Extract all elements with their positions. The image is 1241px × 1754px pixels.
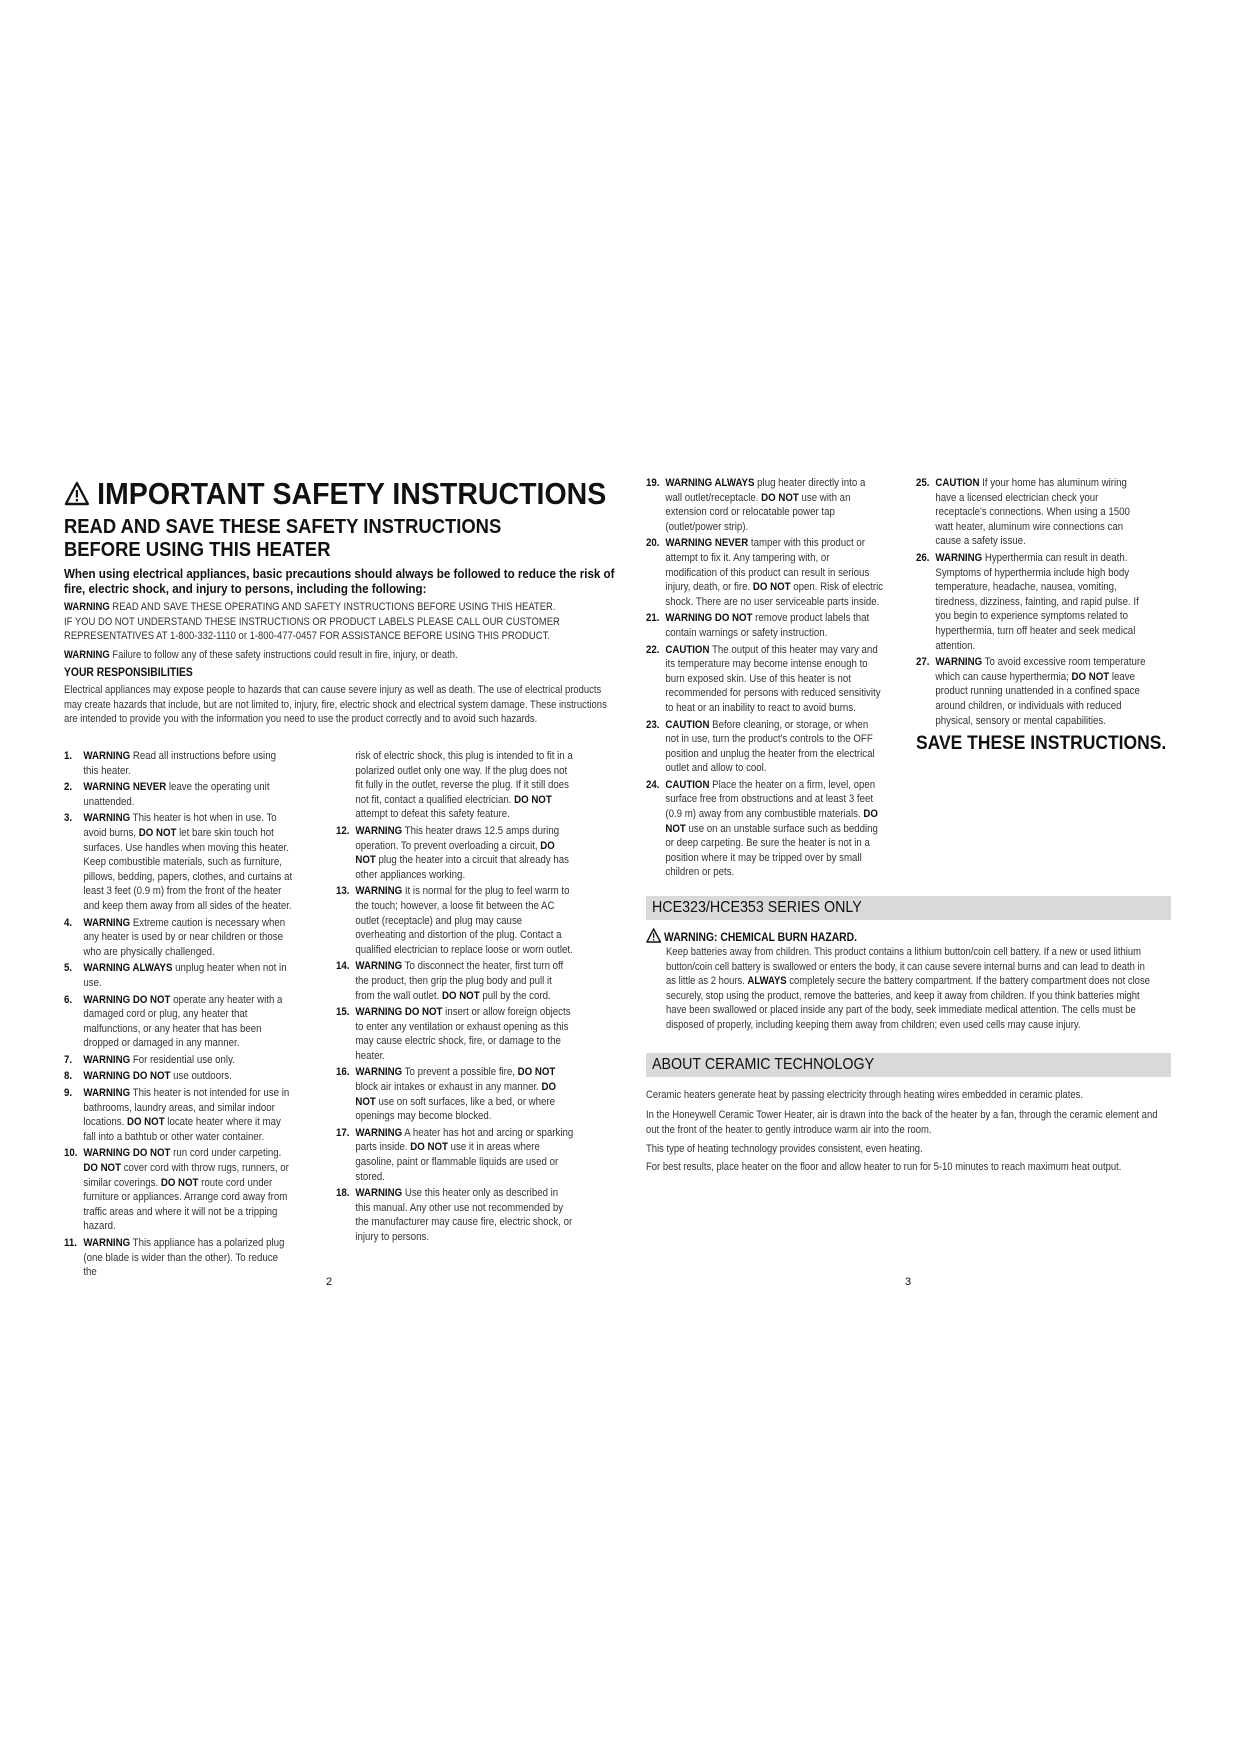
instructions-column-1 [64, 749, 293, 1282]
list-item: 1. WARNING Read all instructions before using this heater. [64, 750, 276, 777]
warning-label: WARNING [64, 649, 110, 661]
ceramic-section-bar [646, 1053, 1171, 1077]
list-item: risk of electric shock, this plug is intended to fit in a polarized outlet only one way. If the plug does not fit fully in the outlet, reverse the plug. If it still does not fit, contact a qualified electrician. DO NOT attempt to defeat this safety feature. [355, 750, 573, 821]
instructions-column-3 [646, 476, 884, 882]
warning-triangle-icon [64, 478, 90, 514]
page-title [64, 476, 606, 514]
list-item: 21. WARNING DO NOT remove product labels that contain warnings or safety instruction. [646, 612, 870, 639]
series-heading: HCE323/HCE353 SERIES ONLY [652, 899, 862, 916]
subtitle: READ AND SAVE THESE SAFETY INSTRUCTIONS BEFORE USING THIS HEATER [64, 516, 502, 561]
list-item: 9. WARNING This heater is not intended for use in bathrooms, laundry areas, and similar indoor locations. DO NOT locate heater where it may fall into a bathtub or other water container. [64, 1087, 290, 1143]
ceramic-paragraph: In the Honeywell Ceramic Tower Heater, air is drawn into the back of the heater by a fan, through the ceramic element and out the front of the heater to gently introduce warm air into the room. [646, 1109, 1158, 1136]
list-item: 17. WARNING A heater has hot and arcing or sparking parts inside. DO NOT use it in areas where gasoline, paint or flammable liquids are used or stored. [336, 1126, 574, 1183]
ceramic-paragraph: Ceramic heaters generate heat by passing electricity through heating wires embedded in ceramic plates. [646, 1089, 1083, 1101]
list-item: 4. WARNING Extreme caution is necessary when any heater is used by or near children or those who are physically challenged. [64, 916, 286, 958]
responsibilities-text: Electrical appliances may expose people to hazards that can cause severe injury as well as death. The use of electrical products may create hazards that include, but are not limited to, injury, fire, electric shock and electrical system damage. These instructions are intended to provide you with the information you need to use the product correctly and to avoid such hazards. [64, 684, 607, 726]
ceramic-paragraph: For best results, place heater on the floor and allow heater to run for 5-10 minutes to reach maximum heat output. [646, 1161, 1122, 1173]
instructions-column-4 [916, 476, 1149, 730]
warning-line: REPRESENTATIVES AT 1-800-332-1110 or 1-800-477-0457 FOR ASSISTANCE BEFORE USING THIS PRODUCT. [64, 630, 550, 643]
list-item: 27. WARNING To avoid excessive room temperature which can cause hyperthermia; DO NOT leave product running unattended in a confined space around children, or individuals with reduced physical, sensory or mental capabilities. [916, 656, 1146, 727]
list-item: 3. WARNING This heater is hot when in use. To avoid burns, DO NOT let bare skin touch hot surfaces. Use handles when moving this heater. Keep combustible materials, such as furniture, pillows, bedding, papers, clothes, and curtains at least 3 feet (0.9 m) from the front of the heater and keep them away from all sides of the heater. [64, 812, 293, 912]
list-item: 5. WARNING ALWAYS unplug heater when not in use. [64, 962, 287, 989]
list-item: 13. WARNING It is normal for the plug to feel warm to the touch; however, a loose fit between the AC outlet (receptacle) and plug may cause overheating and distortion of the plug. Contact a qualified electrician to replace loose or worn outlet. [336, 885, 573, 956]
list-item: 14. WARNING To disconnect the heater, first turn off the product, then grip the plug body and pull it from the wall outlet. DO NOT pull by the cord. [336, 960, 564, 1002]
list-item: 26. WARNING Hyperthermia can result in death. Symptoms of hyperthermia include high body temperature, headache, nausea, vomiting, tiredness, dizziness, fainting, and rapid pulse. If you begin to experience symptoms related to hyperthermia, turn off heater and seek medical attention. [916, 551, 1139, 652]
save-instructions-heading: SAVE THESE INSTRUCTIONS. [916, 733, 1167, 754]
ceramic-paragraph: This type of heating technology provides consistent, even heating. [646, 1143, 923, 1155]
responsibilities-heading: YOUR RESPONSIBILITIES [64, 667, 193, 679]
intro-text: When using electrical appliances, basic precautions should always be followed to reduce the risk of fire, electric shock, and injury to persons, including the following: [64, 567, 615, 596]
chemical-warning-text: WARNING: CHEMICAL BURN HAZARD. [664, 932, 858, 944]
warning-label: WARNING [64, 601, 110, 613]
instructions-column-2 [336, 749, 574, 1247]
list-item: 12. WARNING This heater draws 12.5 amps during operation. To prevent overloading a circuit, DO NOT plug the heater into a circuit that already has other appliances working. [336, 824, 569, 881]
list-item: 24. CAUTION Place the heater on a firm, level, open surface free from obstructions and at least 3 feet (0.9 m) away from any combustible materials. DO NOT use on an unstable surface such as bedding or deep carpeting. Be sure the heater is not in a position where it may be tripped over by small children or pets. [646, 778, 878, 879]
list-item: 16. WARNING To prevent a possible fire, DO NOT block air intakes or exhaust in any manner. DO NOT use on soft surfaces, like a bed, or where openings may become blocked. [336, 1066, 557, 1123]
chemical-warning-heading [646, 928, 857, 944]
title-text: IMPORTANT SAFETY INSTRUCTIONS [97, 476, 607, 511]
list-item: 10. WARNING DO NOT run cord under carpeting. DO NOT cover cord with throw rugs, runners, or similar coverings. DO NOT route cord under furniture or appliances. Arrange cord away from traffic areas and where it will not be a tripping hazard. [64, 1147, 289, 1233]
page-number-left: 2 [326, 1276, 333, 1288]
list-item: 25. CAUTION If your home has aluminum wiring have a licensed electrician check your receptacle's connections. When using a 1500 watt heater, aluminum wire connections can cause a safety issue. [916, 477, 1130, 548]
list-item: 11. WARNING This appliance has a polarized plug (one blade is wider than the other). To reduce the [64, 1237, 285, 1279]
warning-triangle-icon [646, 932, 664, 944]
list-item: 23. CAUTION Before cleaning, or storage, or when not in use, turn the product's controls to the OFF position and unplug the heater from the electrical outlet and allow to cool. [646, 718, 875, 775]
warning-line: IF YOU DO NOT UNDERSTAND THESE INSTRUCTIONS OR PRODUCT LABELS PLEASE CALL OUR CUSTOMER [64, 615, 560, 628]
warning-text: Failure to follow any of these safety instructions could result in fire, injury, or death. [112, 649, 458, 661]
series-section-bar [646, 896, 1171, 920]
list-item: 7. WARNING For residential use only. [64, 1053, 235, 1066]
page-number-right: 3 [905, 1276, 912, 1288]
list-item: 8. WARNING DO NOT use outdoors. [64, 1070, 232, 1083]
ceramic-heading: ABOUT CERAMIC TECHNOLOGY [652, 1056, 875, 1073]
warning-line: READ AND SAVE THESE OPERATING AND SAFETY INSTRUCTIONS BEFORE USING THIS HEATER. [112, 601, 556, 613]
list-item: 22. CAUTION The output of this heater may vary and its temperature may become intense enough to burn exposed skin. Use of this heater is not recommended for persons with reduced sensitivity to heat or an inability to react to avoid burns. [646, 643, 881, 714]
list-item: 15. WARNING DO NOT insert or allow foreign objects to enter any ventilation or exhaust opening as this may cause electric shock, fire, or damage to the heater. [336, 1006, 571, 1062]
list-item: 18. WARNING Use this heater only as described in this manual. Any other use not recommended by the manufacturer may cause fire, electric shock, or injury to persons. [336, 1187, 573, 1243]
list-item: 6. WARNING DO NOT operate any heater with a damaged cord or plug, any heater that malfunctions, or any heater that has been dropped or damaged in any manner. [64, 993, 283, 1050]
list-item: 2. WARNING NEVER leave the operating unit unattended. [64, 781, 270, 808]
list-item: 19. WARNING ALWAYS plug heater directly into a wall outlet/receptacle. DO NOT use with an extension cord or relocatable power tap (outlet/power strip). [646, 477, 866, 533]
warning-block [64, 600, 614, 644]
list-item: 20. WARNING NEVER tamper with this product or attempt to fix it. Any tampering with, or modification of this product can result in serious injury, death, or fire. DO NOT open. Risk of electric shock. There are no user serviceable parts inside. [646, 537, 884, 608]
warning-failure [64, 648, 614, 663]
chemical-warning-body: Keep batteries away from children. This product contains a lithium button/coin cell battery. If a new or used lithium button/coin cell battery is swallowed or enters the body, it can cause severe internal burns and can lead to death in as little as 2 hours. ALWAYS completely secure the battery compartment. If the battery compartment does not close securely, stop using the product, remove the batteries, and keep it away from children. If you think batteries might have been swallowed or placed inside any part of the body, seek immediate medical attention. The cells must be disposed of properly, including keeping them away from children; even used cells may cause injury. [666, 946, 1150, 1031]
